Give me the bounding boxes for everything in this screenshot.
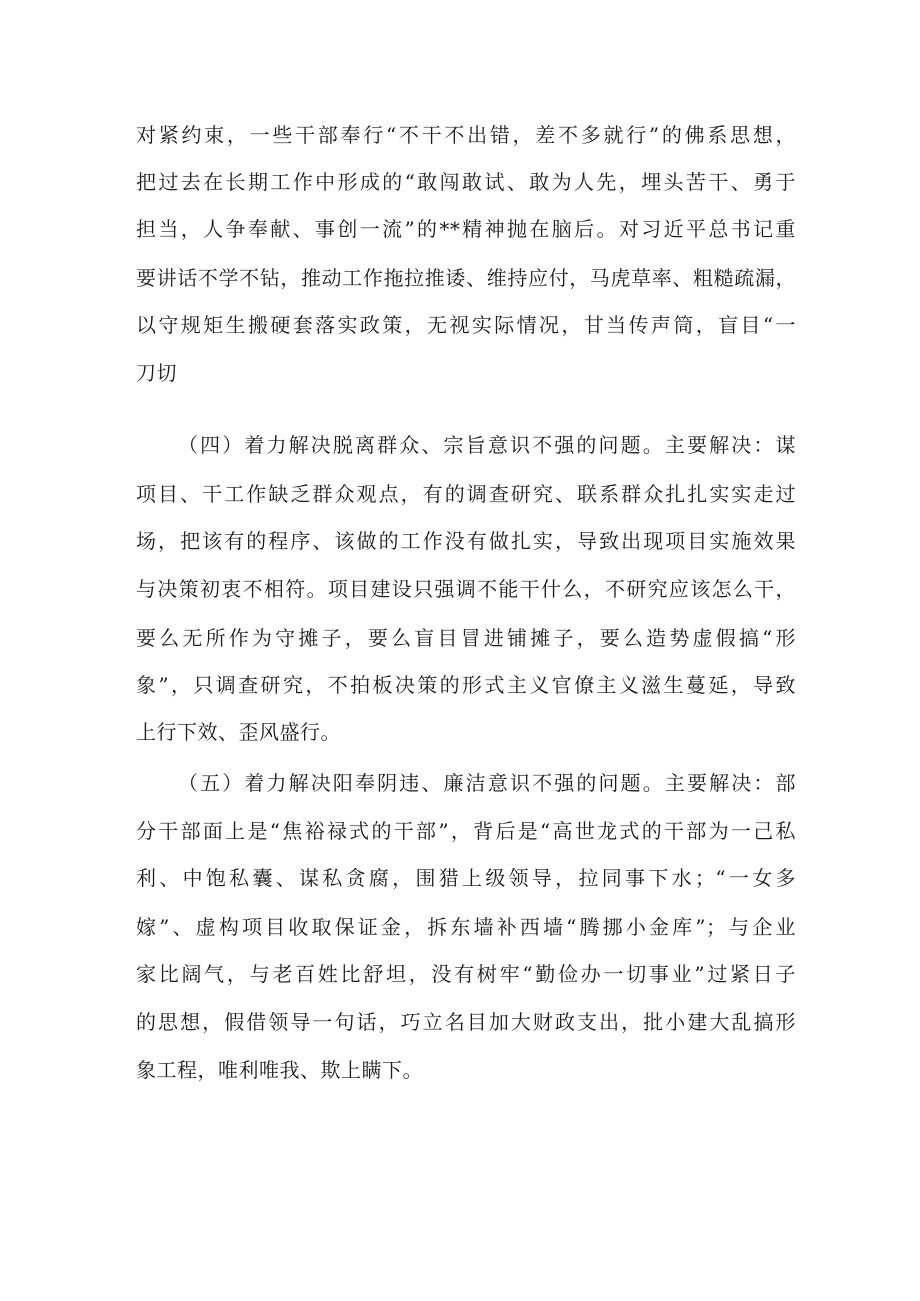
paragraph-line: 对紧约束，一些干部奉行“不干不出错，差不多就行”的佛系思想， (136, 123, 796, 147)
paragraph-line: （五）着力解决阳奉阴违、廉洁意识不强的问题。主要解决：部 (178, 771, 796, 795)
paragraph-line: 项目、干工作缺乏群众观点，有的调查研究、联系群众扎扎实实走过 (136, 482, 796, 506)
paragraph-line: 刀切 (136, 361, 177, 385)
paragraph-line: 要么无所作为守摊子，要么盲目冒进铺摊子，要么造势虚假搞“形 (136, 626, 796, 650)
paragraph-line: 分干部面上是“焦裕禄式的干部”，背后是“高世龙式的干部为一己私 (136, 819, 796, 843)
paragraph-line: 担当，人争奉献、事创一流”的**精神抛在脑后。对习近平总书记重 (136, 217, 796, 241)
paragraph-line: 场，把该有的程序、该做的工作没有做扎实，导致出现项目实施效果 (136, 529, 796, 553)
paragraph-line: 的思想，假借领导一句话，巧立名目加大财政支出，批小建大乱搞形 (136, 1010, 796, 1034)
paragraph-line: 利、中饱私囊、谋私贪腐，围猎上级领导，拉同事下水；“一女多 (136, 866, 796, 890)
paragraph-line: 要讲话不学不钻，推动工作拖拉推诿、维持应付，马虎草率、粗糙疏漏， (136, 266, 796, 290)
paragraph-line: 象”，只调查研究，不拍板决策的形式主义官僚主义滋生蔓延，导致 (136, 673, 796, 697)
paragraph-line: 嫁”、虚构项目收取保证金，拆东墙补西墙“腾挪小金库”；与企业 (136, 915, 796, 939)
paragraph-line: 与决策初衷不相符。项目建设只强调不能干什么，不研究应该怎么干， (136, 577, 796, 601)
paragraph-line: 上行下效、歪风盛行。 (136, 720, 341, 744)
paragraph-line: 象工程，唯利唯我、欺上瞒下。 (136, 1058, 423, 1082)
paragraph-line: 把过去在长期工作中形成的“敢闯敢试、敢为人先，埋头苦干、勇于 (136, 170, 796, 194)
paragraph-line: 以守规矩生搬硬套落实政策，无视实际情况，甘当传声筒，盲目“一 (136, 313, 796, 337)
paragraph-line: （四）着力解决脱离群众、宗旨意识不强的问题。主要解决：谋 (178, 433, 796, 457)
paragraph-line: 家比阔气，与老百姓比舒坦，没有树牢“勤俭办一切事业”过紧日子 (136, 962, 796, 986)
